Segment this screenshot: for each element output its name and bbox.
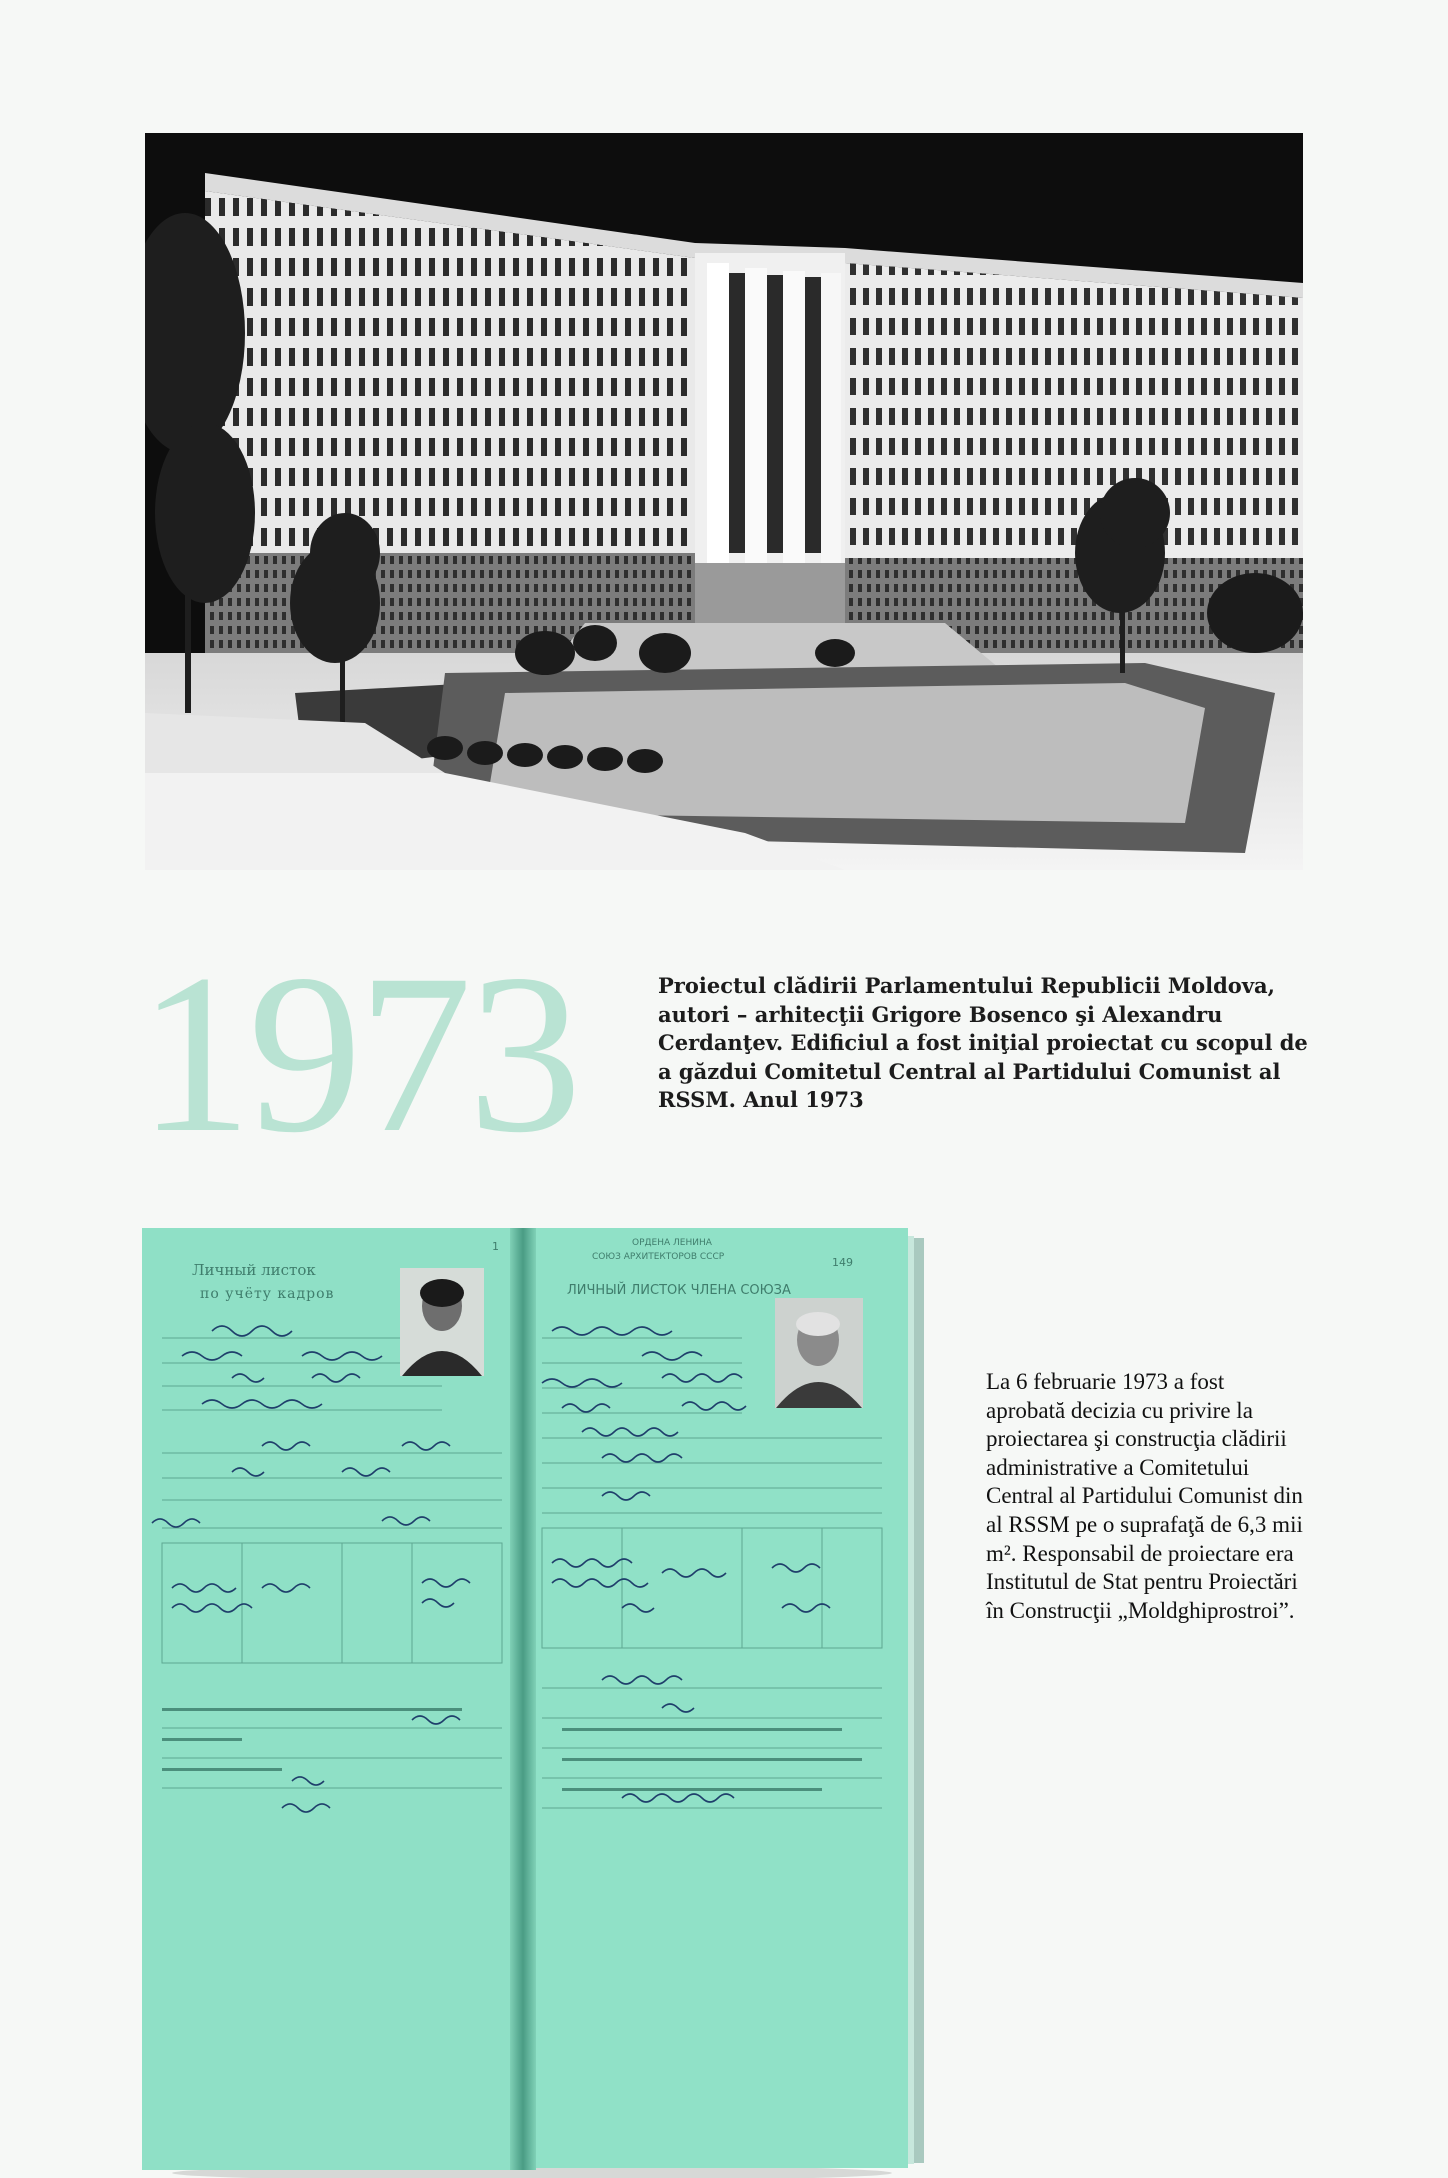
photo-caption: Proiectul clădirii Parlamentului Republicii Moldova, autori – arhitecţii Grigore Bosenco şi Alexandru Cerdanţev. Edificiul a fost iniţial proiectat cu scopul de a găzdui Comitetul Central al Partidului Comunist al RSSM. Anul 1973 [658, 973, 1308, 1112]
archival-book-photo [142, 1228, 934, 2178]
side-paragraph: La 6 februarie 1973 a fost aprobată decizia cu privire la proiectarea şi construcţia clădirii administrative a Comitetului Central al Partidului Comunist din al RSSM pe o suprafaţă de 6,3 mii m². Responsabil de proiectare era Institutul de Stat pentru Proiectări în Construcţii „Moldghiprostroi”. [986, 1369, 1303, 1623]
page-number-right: 149 [832, 1256, 853, 1269]
portrait-left [400, 1268, 484, 1376]
form-header-right-1: ОРДЕНА ЛЕНИНА [632, 1238, 712, 1248]
form-title-left-1: Личный листок [192, 1261, 316, 1279]
portrait-right [775, 1298, 863, 1408]
form-title-right: ЛИЧНЫЙ ЛИСТОК ЧЛЕНА СОЮЗА [567, 1283, 791, 1298]
form-header-right-2: СОЮЗ АРХИТЕКТОРОВ СССР [592, 1252, 725, 1262]
year-heading: 1973 [138, 928, 578, 1180]
page-number-left: 1 [492, 1240, 499, 1253]
form-title-left-2: по учёту кадров [200, 1286, 335, 1302]
building-model-photo [145, 133, 1303, 870]
